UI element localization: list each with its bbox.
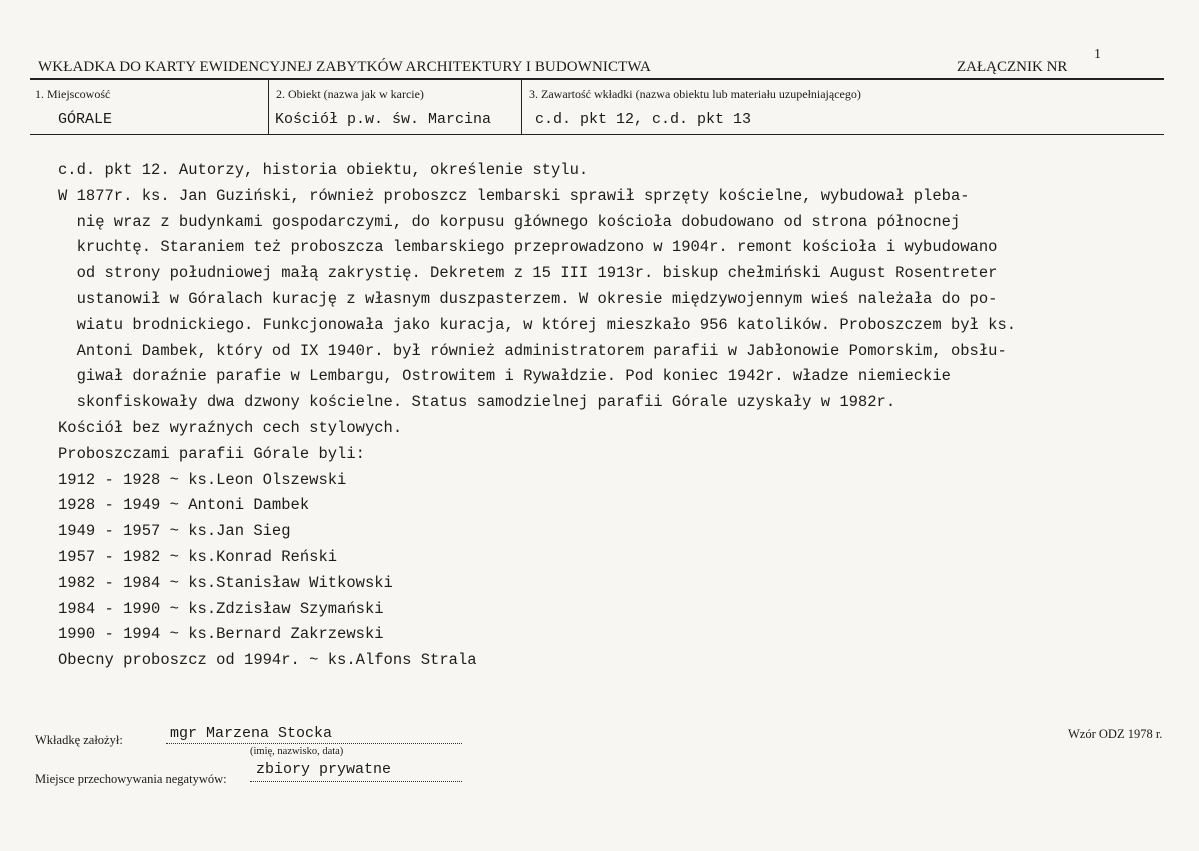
author-line	[166, 743, 462, 744]
negatives-value: zbiory prywatne	[256, 761, 392, 778]
locality-value: GÓRALE	[58, 111, 113, 128]
column-divider	[521, 79, 522, 134]
table-rule	[30, 134, 1164, 135]
object-value: Kościół p.w. św. Marcina	[275, 111, 492, 128]
author-note: (imię, nazwisko, data)	[250, 746, 344, 757]
author-value: mgr Marzena Stocka	[170, 725, 333, 742]
negatives-label: Miejsce przechowywania negatywów:	[35, 772, 227, 786]
annex-label: ZAŁĄCZNIK NR	[957, 59, 1068, 75]
object-label: 2. Obiekt (nazwa jak w karcie)	[276, 87, 424, 101]
negatives-line	[250, 781, 462, 782]
body-text: c.d. pkt 12. Autorzy, historia obiektu, określenie stylu. W 1877r. ks. Jan Guziński, również proboszcz lembarski sprawił sprzęty kościelne, wybudował pleba- nię wraz z budynkami gospodarczymi, do korpusu głównego kościoła dobudowano od strona północnej kruchtę. Staraniem też proboszcza lembarskiego przeprowadzono w 1904r. remont kościoła i wybudowano od strony południowej małą zakrystię. Dekretem z 15 III 1913r. biskup chełmiński August Rosentreter ustanowił w Góralach kurację z własnym duszpasterzem. W okresie międzywojennym wieś należała do po- wiatu brodnickiego. Funkcjonowała jako kuracja, w której mieszkało 956 katolików. Proboszczem był ks. Antoni Dambek, który od IX 1940r. był również administratorem parafii w Jabłonowie Pomorskim, obsłu- giwał doraźnie parafie w Lembargu, Ostrowitem i Rywałdzie. Pod koniec 1942r. władze niemieckie skonfiskowały dwa dzwony kościelne. Status samodzielnej parafii Górale uzyskały w 1982r. Kościół bez wyraźnych cech stylowych. Proboszczami parafii Górale byli: 1912 - 1928 ~ ks.Leon Olszewski 1928 - 1949 ~ Antoni Dambek 1949 - 1957 ~ ks.Jan Sieg 1957 - 1982 ~ ks.Konrad Reński 1982 - 1984 ~ ks.Stanisław Witkowski 1984 - 1990 ~ ks.Zdzisław Szymański 1990 - 1994 ~ ks.Bernard Zakrzewski Obecny proboszcz od 1994r. ~ ks.Alfons Strala	[58, 161, 1017, 670]
annex-number: 1	[1094, 47, 1101, 62]
form-title: WKŁADKA DO KARTY EWIDENCYJNEJ ZABYTKÓW ARCHITEKTURY I BUDOWNICTWA	[38, 59, 651, 75]
content-label: 3. Zawartość wkładki (nazwa obiektu lub materiału uzupełniającego)	[529, 87, 861, 101]
form-pattern: Wzór ODZ 1978 r.	[1068, 727, 1163, 741]
locality-label: 1. Miejscowość	[35, 87, 111, 101]
content-value: c.d. pkt 12, c.d. pkt 13	[535, 111, 752, 128]
author-label: Wkładkę założył:	[35, 733, 123, 747]
column-divider	[268, 79, 269, 134]
header-rule	[30, 78, 1164, 80]
